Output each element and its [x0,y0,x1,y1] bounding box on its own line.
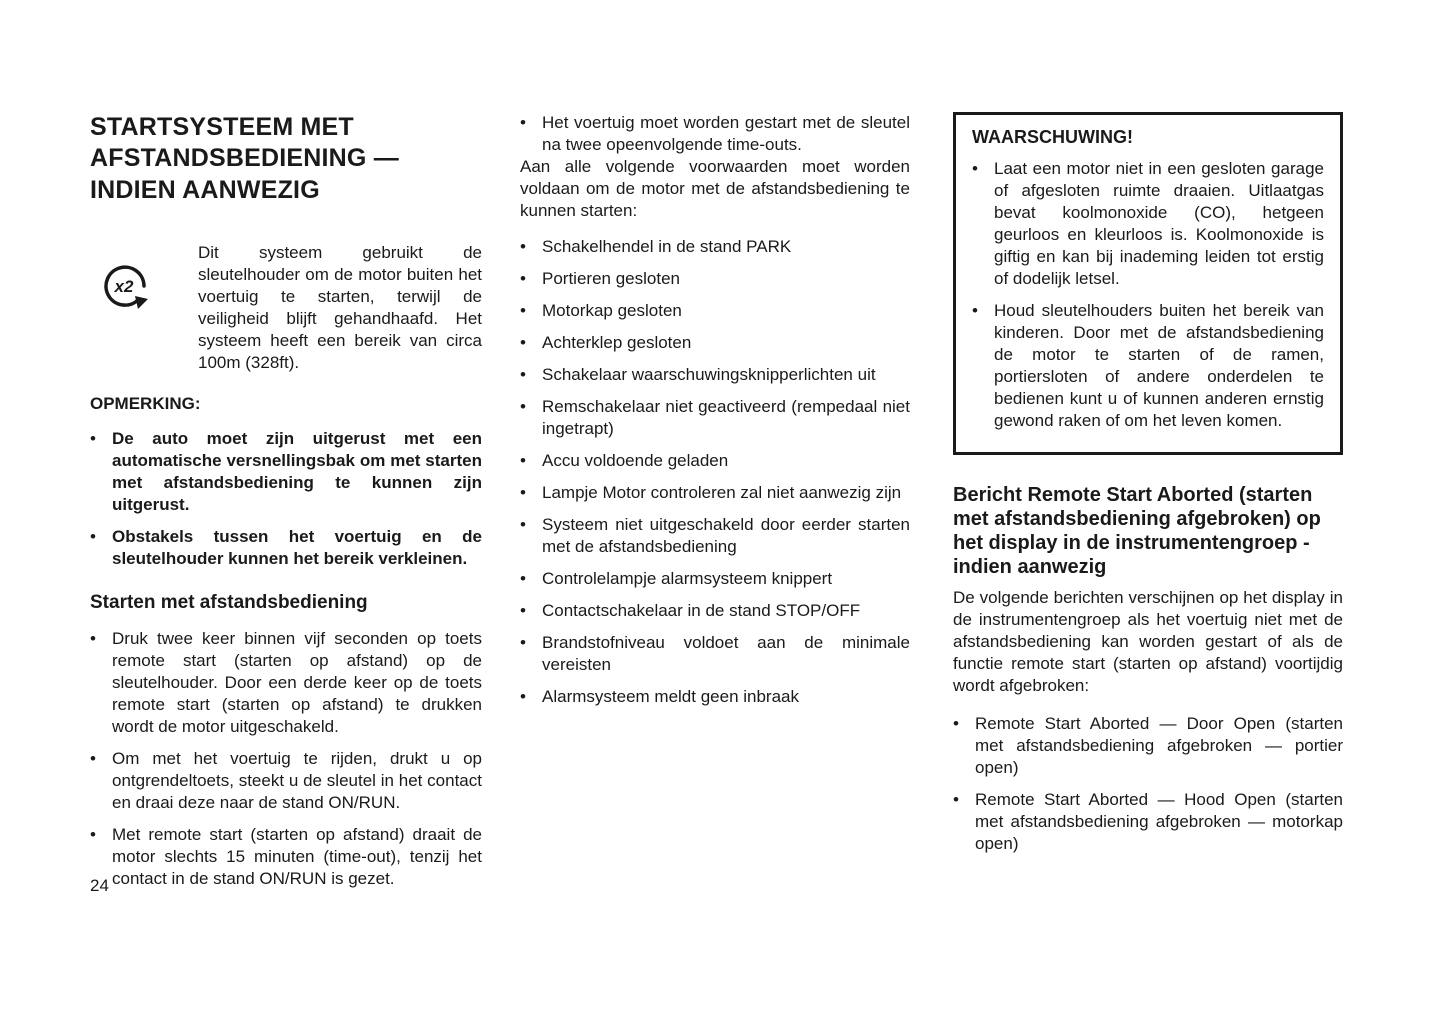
warning-list [972,158,1324,432]
list-item-text: Houd sleutelhouders buiten het bereik van kinderen. Door met de afstandsbediening de motor te starten of de ramen, portiersloten of andere onderdelen te bedienen kunt u of kunnen anderen ernstig gewond raken of om het leven komen. [994,301,1324,430]
bullet-marker: • [520,633,526,652]
list-item-text: Lampje Motor controleren zal niet aanwezig zijn [542,483,902,502]
list-item-text: Remote Start Aborted — Hood Open (starten met afstandsbediening afgebroken — motorkap open) [975,790,1343,853]
page-number: 24 [90,876,109,895]
list-item [520,236,910,258]
remote-start-list [90,628,482,890]
bullet-marker: • [520,365,526,384]
column-1 [90,112,482,890]
list-item [520,300,910,322]
bullet-marker: • [520,397,526,416]
list-item [520,450,910,472]
list-item-text: Schakelaar waarschuwingsknipperlichten uit [542,365,876,384]
list-item-text: Met remote start (starten op afstand) draait de motor slechts 15 minuten (time-out), tenzij het contact in de stand ON/RUN is gezet. [112,824,482,888]
list-item [953,789,1343,855]
list-item [520,568,910,590]
list-item [520,686,910,708]
bullet-marker: • [90,824,96,844]
column-3 [953,112,1343,855]
list-item-text: Obstakels tussen het voertuig en de sleutelhouder kunnen het bereik verkleinen. [112,526,482,568]
bullet-marker: • [520,237,526,256]
note-label: OPMERKING: [90,393,201,413]
list-item [520,482,910,504]
column-2 [520,112,910,708]
list-item-text: Systeem niet uitgeschakeld door eerder starten met de afstandsbediening [542,515,910,556]
intro-paragraph: Dit systeem gebruikt de sleutelhouder om de motor buiten het voertuig te starten, terwijl de veiligheid blijft gehandhaafd. Het systeem heeft een bereik van circa 100m (328ft). [198,242,482,372]
list-item [520,268,910,290]
bullet-marker: • [520,515,526,534]
list-item [520,364,910,386]
note-list [90,428,482,570]
list-item [90,428,482,516]
bullet-marker: • [520,333,526,352]
svg-text:x2: x2 [114,276,134,296]
list-item [520,600,910,622]
list-item-text: De auto moet zijn uitgerust met een automatische versnellingsbak om met starten met afstandsbediening te kunnen zijn uitgerust. [112,428,482,514]
list-item-text: Om met het voertuig te rijden, drukt u op ontgrendeltoets, steekt u de sleutel in het contact en draai deze naar de stand ON/RUN. [112,748,482,812]
list-item-text: Het voertuig moet worden gestart met de sleutel na twee opeenvolgende time-outs. [542,113,910,154]
list-item-text: Laat een motor niet in een gesloten garage of afgesloten ruimte draaien. Uitlaatgas bevat koolmonoxide (CO), hetgeen geurloos en kleurloos is. Koolmonoxide is giftig en kan bij inademing leiden tot erstig of dodelijk letsel. [994,159,1324,288]
conditions-list [520,236,910,708]
bullet-marker: • [953,790,959,809]
list-item-text: Schakelhendel in de stand PARK [542,237,792,256]
bullet-marker: • [90,628,96,648]
bullet-marker: • [520,113,526,132]
list-item [520,112,910,156]
timeout-list [520,112,910,156]
bullet-marker: • [520,269,526,288]
list-item [90,824,482,890]
bullet-marker: • [953,714,959,733]
messages-intro: De volgende berichten verschijnen op het display in de instrumentengroep als het voertuig niet met de afstandsbediening kan worden gestart of als de functie remote start (starten op afstand) voortijdig wordt afgebroken: [953,588,1343,695]
list-item-text: Motorkap gesloten [542,301,682,320]
messages-list [953,713,1343,855]
section-heading-remote-start-aborted: Bericht Remote Start Aborted (starten met afstandsbediening afgebroken) op het display in de instrumentengroep - indien aanwezig [953,484,1321,578]
bullet-marker: • [90,526,96,546]
bullet-marker: • [520,301,526,320]
list-item-text: Alarmsysteem meldt geen inbraak [542,687,800,706]
bullet-marker: • [520,451,526,470]
list-item-text: Contactschakelaar in de stand STOP/OFF [542,601,861,620]
bullet-marker: • [520,483,526,502]
conditions-intro: Aan alle volgende voorwaarden moet worden voldaan om de motor met de afstandsbediening te kunnen starten: [520,157,910,220]
list-item [520,396,910,440]
list-item-text: Remote Start Aborted — Door Open (starten met afstandsbediening afgebroken — portier open) [975,714,1343,777]
page-title: STARTSYSTEEM MET AFSTANDSBEDIENING — INDIEN AANWEZIG [90,113,399,204]
intro-block [90,242,482,374]
list-item-text: Druk twee keer binnen vijf seconden op toets remote start (starten op afstand) op de sleutelhouder. Door een derde keer op de toets remote start (starten op afstand) te drukken wordt de motor uitgeschakeld. [112,628,482,736]
bullet-marker: • [90,748,96,768]
list-item-text: Brandstofniveau voldoet aan de minimale vereisten [542,633,910,674]
bullet-marker: • [90,428,96,448]
list-item [90,526,482,570]
list-item-text: Remschakelaar niet geactiveerd (rempedaal niet ingetrapt) [542,397,910,438]
list-item [520,632,910,676]
warning-title: WAARSCHUWING! [972,127,1133,147]
bullet-marker: • [972,301,978,320]
remote-start-x2-icon [90,242,198,374]
list-item [520,332,910,354]
bullet-marker: • [520,601,526,620]
list-item [520,514,910,558]
list-item-text: Achterklep gesloten [542,333,692,352]
bullet-marker: • [520,569,526,588]
list-item [90,628,482,738]
section-heading-remote-start: Starten met afstandsbediening [90,591,368,613]
bullet-marker: • [520,687,526,706]
bullet-marker: • [972,159,978,178]
list-item-text: Accu voldoende geladen [542,451,729,470]
list-item [953,713,1343,779]
list-item-text: Controlelampje alarmsysteem knippert [542,569,833,588]
list-item [90,748,482,814]
list-item [972,300,1324,432]
warning-box [953,112,1343,455]
list-item-text: Portieren gesloten [542,269,680,288]
list-item [972,158,1324,290]
